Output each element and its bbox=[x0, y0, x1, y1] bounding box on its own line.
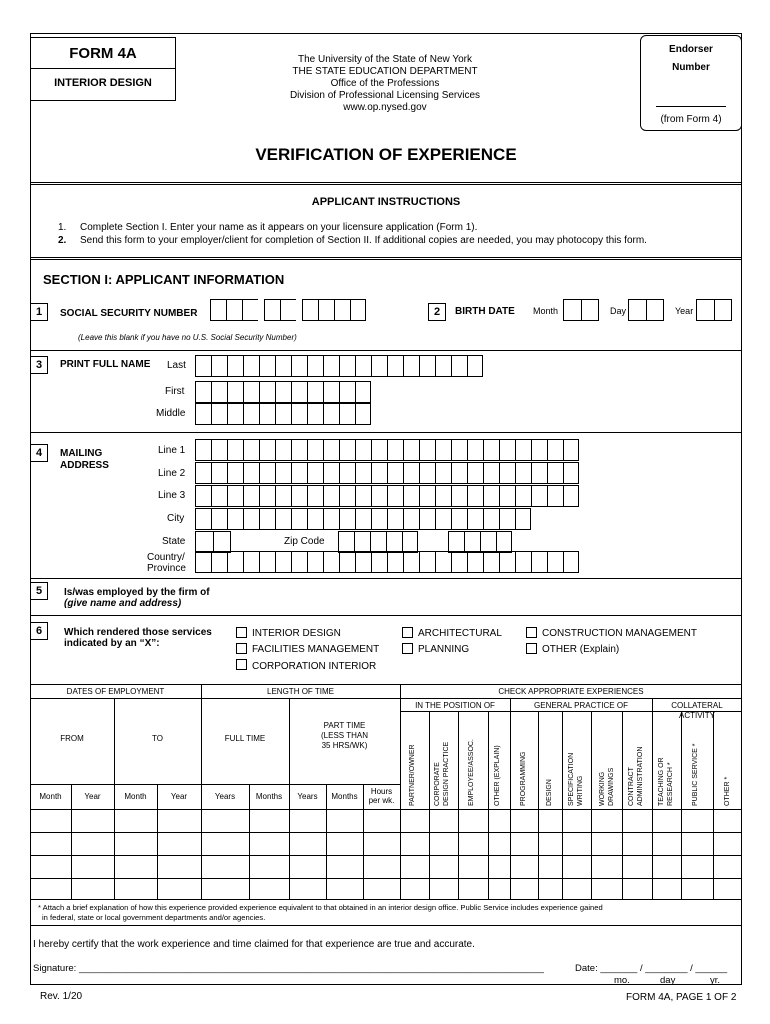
birth-year-input[interactable] bbox=[696, 299, 732, 321]
birth-day-label: Day bbox=[610, 306, 627, 316]
province-label: Province bbox=[147, 563, 186, 574]
office-name: Office of the Professions bbox=[330, 78, 440, 89]
employer-input[interactable] bbox=[220, 582, 740, 612]
part-time-header: PART TIME bbox=[323, 721, 366, 730]
other-explain-header: OTHER (EXPLAIN) bbox=[494, 745, 501, 806]
interior-design-option: INTERIOR DESIGN bbox=[252, 628, 341, 639]
full-name-label: PRINT FULL NAME bbox=[60, 359, 151, 370]
birth-day-input[interactable] bbox=[628, 299, 664, 321]
country-label: Country/ bbox=[147, 552, 185, 563]
instruction-text: Send this form to your employer/client for completion of Section II. If additional copies are needed, you may photocopy this form. bbox=[80, 235, 647, 246]
divider bbox=[30, 257, 742, 260]
website[interactable]: www.op.nysed.gov bbox=[343, 102, 427, 113]
check-header: CHECK APPROPRIATE EXPERIENCES bbox=[498, 687, 644, 696]
hours-header: Hours bbox=[370, 787, 393, 796]
to-header: TO bbox=[152, 734, 163, 743]
working-header: WORKING bbox=[599, 771, 606, 806]
specification-header: SPECIFICATION bbox=[568, 752, 575, 806]
department-name: THE STATE EDUCATION DEPARTMENT bbox=[292, 66, 478, 77]
part-months-header: Months bbox=[331, 792, 358, 801]
divider bbox=[30, 182, 742, 185]
birth-month-label: Month bbox=[533, 306, 559, 316]
partner-owner-header: PARTNER/OWNER bbox=[409, 744, 416, 806]
part-years-header: Years bbox=[297, 792, 318, 801]
from-month-header: Month bbox=[39, 792, 62, 801]
research-header: RESEARCH * bbox=[667, 762, 674, 806]
instruction-num: 1. bbox=[58, 222, 67, 233]
country-input[interactable] bbox=[195, 551, 579, 573]
divider bbox=[30, 784, 400, 785]
services-sublabel: indicated by an “X”: bbox=[64, 638, 160, 649]
services-label: Which rendered those services bbox=[64, 627, 212, 638]
full-months-header: Months bbox=[255, 792, 283, 801]
university-name: The University of the State of New York bbox=[298, 54, 472, 65]
address-label: ADDRESS bbox=[60, 460, 109, 471]
zip-label: Zip Code bbox=[284, 536, 325, 547]
certification-text: I hereby certify that the work experience and time claimed for that experience are true and accurate. bbox=[33, 939, 475, 950]
item-number: 3 bbox=[30, 356, 48, 374]
administration-header: ADMINISTRATION bbox=[637, 746, 644, 806]
divider bbox=[30, 432, 742, 433]
instructions-heading: APPLICANT INSTRUCTIONS bbox=[311, 196, 461, 208]
writing-header: WRITING bbox=[577, 775, 584, 806]
corporation-interior-checkbox[interactable] bbox=[236, 659, 247, 670]
date-year-label: yr. bbox=[710, 975, 721, 986]
divider bbox=[30, 350, 742, 351]
employer-label: Is/was employed by the firm of bbox=[64, 587, 210, 598]
ssn-input[interactable] bbox=[210, 299, 366, 321]
address-line1-input[interactable] bbox=[195, 439, 579, 461]
ssn-label: SOCIAL SECURITY NUMBER bbox=[60, 308, 198, 319]
date-line[interactable]: Date: _______ / ________ / ______ bbox=[575, 963, 728, 974]
construction-management-option: CONSTRUCTION MANAGEMENT bbox=[542, 628, 697, 639]
item-number: 2 bbox=[428, 303, 446, 321]
drawings-header: DRAWINGS bbox=[608, 767, 615, 806]
birth-date-label: BIRTH DATE bbox=[455, 306, 515, 317]
state-label: State bbox=[162, 536, 186, 547]
full-time-header: FULL TIME bbox=[224, 734, 266, 743]
general-header: GENERAL PRACTICE OF bbox=[534, 701, 628, 710]
section-1-heading: SECTION I: APPLICANT INFORMATION bbox=[43, 272, 285, 287]
last-name-label: Last bbox=[167, 360, 186, 371]
design-practice-header: DESIGN PRACTICE bbox=[443, 741, 450, 806]
contract-header: CONTRACT bbox=[628, 767, 635, 806]
divider bbox=[30, 68, 176, 69]
item-number: 1 bbox=[30, 303, 48, 321]
experience-table bbox=[30, 684, 742, 900]
instruction-text: Complete Section I. Enter your name as it appears on your licensure application (Form 1). bbox=[80, 222, 478, 233]
revision-label: Rev. 1/20 bbox=[40, 991, 83, 1002]
table-row[interactable] bbox=[30, 810, 742, 832]
corporation-interior-option: CORPORATION INTERIOR bbox=[252, 661, 377, 672]
table-row[interactable] bbox=[30, 879, 742, 899]
form-subtitle: INTERIOR DESIGN bbox=[54, 77, 152, 89]
table-row[interactable] bbox=[30, 833, 742, 855]
planning-option: PLANNING bbox=[418, 644, 470, 655]
collateral-subheader: ACTIVITY bbox=[678, 711, 715, 720]
table-row[interactable] bbox=[30, 856, 742, 878]
part-time-header-3: 35 HRS/WK) bbox=[321, 741, 368, 750]
other-explain-checkbox[interactable] bbox=[526, 643, 537, 654]
other-explain-option: OTHER (Explain) bbox=[542, 644, 620, 655]
planning-checkbox[interactable] bbox=[402, 643, 413, 654]
item-number: 5 bbox=[30, 582, 48, 600]
last-name-input[interactable] bbox=[195, 355, 483, 377]
endorser-label: Endorser bbox=[669, 44, 713, 55]
address-line2-label: Line 2 bbox=[158, 468, 186, 479]
to-month-header: Month bbox=[124, 792, 147, 801]
signature-line[interactable]: Signature: ________________________________________________________________________________________ bbox=[33, 963, 544, 974]
teaching-header: TEACHING OR bbox=[658, 757, 665, 806]
city-label: City bbox=[167, 513, 185, 524]
divider bbox=[30, 899, 742, 900]
date-day-label: day bbox=[660, 975, 676, 986]
date-month-label: mo. bbox=[614, 975, 630, 986]
ssn-note: (Leave this blank if you have no U.S. Social Security Number) bbox=[78, 333, 297, 342]
facilities-management-checkbox[interactable] bbox=[236, 643, 247, 654]
divider bbox=[30, 684, 742, 685]
middle-name-label: Middle bbox=[156, 408, 186, 419]
footnote: * Attach a brief explanation of how this experience provided experience equivalent to that obtained in an interior design office. Public Service includes experience gained bbox=[38, 903, 603, 912]
mailing-label: MAILING bbox=[60, 448, 103, 459]
interior-design-checkbox[interactable] bbox=[236, 627, 247, 638]
divider bbox=[30, 578, 742, 579]
endorser-number-field[interactable] bbox=[656, 106, 726, 107]
zip-input[interactable] bbox=[338, 531, 418, 553]
architectural-option: ARCHITECTURAL bbox=[418, 628, 502, 639]
full-years-header: Years bbox=[214, 792, 236, 801]
programming-header: PROGRAMMING bbox=[520, 751, 527, 806]
birth-year-label: Year bbox=[675, 306, 694, 316]
page-number: FORM 4A, PAGE 1 OF 2 bbox=[626, 992, 737, 1003]
item-number: 4 bbox=[30, 444, 48, 462]
address-line3-input[interactable] bbox=[195, 485, 579, 507]
from-form-label: (from Form 4) bbox=[660, 114, 722, 125]
employer-sublabel: (give name and address) bbox=[64, 598, 182, 609]
address-line1-label: Line 1 bbox=[158, 445, 186, 456]
instruction-num: 2. bbox=[58, 235, 67, 246]
middle-name-input[interactable] bbox=[195, 403, 371, 425]
form-id: FORM 4A bbox=[69, 45, 137, 62]
footnote-continued: in federal, state or local government departments and/or agencies. bbox=[42, 913, 266, 922]
length-header: LENGTH OF TIME bbox=[267, 687, 334, 696]
divider bbox=[30, 698, 742, 699]
from-header: FROM bbox=[60, 734, 84, 743]
divider bbox=[30, 925, 742, 926]
part-time-header-2: (LESS THAN bbox=[321, 731, 368, 740]
construction-management-checkbox[interactable] bbox=[526, 627, 537, 638]
first-name-input[interactable] bbox=[195, 381, 371, 403]
division-name: Division of Professional Licensing Services bbox=[289, 90, 481, 101]
zip-extension-input[interactable] bbox=[448, 531, 512, 553]
corporate-header: CORPORATE bbox=[434, 762, 441, 806]
page-title: VERIFICATION OF EXPERIENCE bbox=[255, 145, 517, 164]
address-line2-input[interactable] bbox=[195, 462, 579, 484]
position-header: IN THE POSITION OF bbox=[415, 701, 495, 710]
city-input[interactable] bbox=[195, 508, 531, 530]
state-input[interactable] bbox=[195, 531, 231, 553]
architectural-checkbox[interactable] bbox=[402, 627, 413, 638]
divider bbox=[30, 615, 742, 616]
design-header: DESIGN bbox=[546, 779, 553, 806]
employee-header: EMPLOYEE/ASSOC. bbox=[468, 739, 475, 806]
to-year-header: Year bbox=[170, 792, 188, 801]
facilities-management-option: FACILITIES MANAGEMENT bbox=[252, 644, 380, 655]
from-year-header: Year bbox=[84, 792, 101, 801]
address-line3-label: Line 3 bbox=[158, 490, 186, 501]
public-service-header: PUBLIC SERVICE * bbox=[692, 743, 699, 806]
dates-header: DATES OF EMPLOYMENT bbox=[66, 687, 165, 696]
number-label: Number bbox=[672, 62, 710, 73]
first-name-label: First bbox=[165, 386, 185, 397]
other-header: OTHER * bbox=[724, 776, 731, 806]
collateral-header: COLLATERAL bbox=[671, 701, 723, 710]
birth-month-input[interactable] bbox=[563, 299, 599, 321]
hours-header-2: per wk. bbox=[368, 796, 395, 805]
item-number: 6 bbox=[30, 622, 48, 640]
